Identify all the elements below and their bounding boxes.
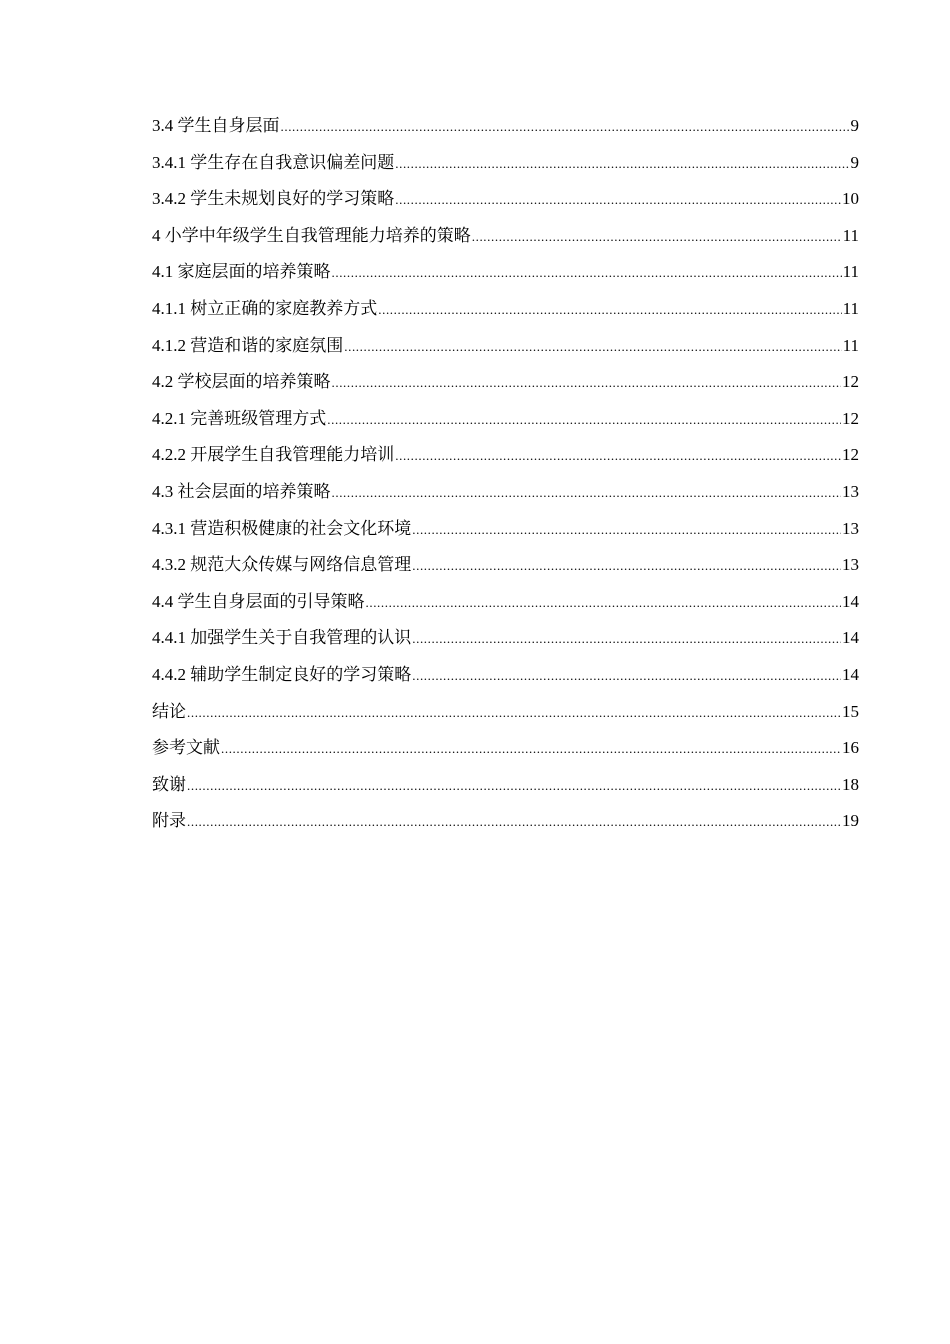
dot-leader (332, 481, 842, 504)
dot-leader (281, 115, 850, 138)
dot-leader (378, 298, 841, 321)
toc-entry[interactable] (152, 810, 859, 847)
toc-entry[interactable] (152, 518, 859, 555)
dot-leader (187, 774, 841, 797)
toc-entry-page: 10 (842, 189, 859, 209)
toc-entry-page: 12 (842, 372, 859, 392)
toc-entry-title: 4.2 学校层面的培养策略 (152, 372, 331, 392)
toc-entry[interactable] (152, 371, 859, 408)
toc-entry[interactable] (152, 335, 859, 372)
toc-entry[interactable] (152, 627, 859, 664)
toc-entry[interactable] (152, 481, 859, 518)
toc-entry-page: 12 (842, 445, 859, 465)
toc-entry-page: 9 (850, 116, 859, 135)
dot-leader (472, 225, 842, 248)
toc-entry-title: 3.4 学生自身层面 (152, 116, 280, 135)
toc-entry[interactable] (152, 261, 859, 298)
toc-entry-title: 3.4.2 学生未规划良好的学习策略 (152, 189, 395, 209)
toc-entry-title: 4.2.1 完善班级管理方式 (152, 408, 327, 428)
table-of-contents (152, 115, 859, 847)
toc-entry-title: 附录 (152, 811, 186, 831)
dot-leader (412, 664, 841, 687)
toc-entry[interactable] (152, 701, 859, 738)
dot-leader (412, 518, 841, 541)
toc-entry[interactable] (152, 591, 859, 628)
toc-entry[interactable] (152, 298, 859, 335)
toc-entry-page: 19 (842, 811, 859, 831)
toc-entry-title: 4 小学中年级学生自我管理能力培养的策略 (152, 225, 471, 245)
toc-entry[interactable] (152, 737, 859, 774)
dot-leader (187, 810, 841, 833)
toc-entry-page: 13 (842, 481, 859, 501)
toc-entry-title: 参考文献 (152, 738, 220, 758)
dot-leader (221, 737, 841, 760)
dot-leader (332, 371, 842, 394)
toc-entry-title: 4.2.2 开展学生自我管理能力培训 (152, 445, 395, 465)
toc-entry-page: 14 (842, 664, 859, 684)
toc-entry-title: 致谢 (152, 774, 186, 794)
toc-entry-title: 4.1 家庭层面的培养策略 (152, 262, 331, 282)
toc-entry-title: 4.3.2 规范大众传媒与网络信息管理 (152, 555, 412, 575)
dot-leader (327, 408, 841, 431)
toc-entry[interactable] (152, 774, 859, 811)
toc-entry-page: 13 (842, 518, 859, 538)
toc-entry-title: 4.4.2 辅助学生制定良好的学习策略 (152, 664, 412, 684)
toc-entry[interactable] (152, 115, 859, 152)
toc-entry-page: 18 (842, 774, 859, 794)
toc-entry-title: 4.4 学生自身层面的引导策略 (152, 591, 365, 611)
dot-leader (187, 701, 841, 724)
toc-entry[interactable] (152, 225, 859, 262)
toc-entry[interactable] (152, 152, 859, 189)
toc-entry-page: 14 (842, 591, 859, 611)
dot-leader (395, 188, 841, 211)
toc-entry-page: 12 (842, 408, 859, 428)
toc-entry[interactable] (152, 408, 859, 445)
toc-entry[interactable] (152, 444, 859, 481)
dot-leader (366, 591, 842, 614)
toc-entry-page: 16 (842, 738, 859, 758)
toc-entry[interactable] (152, 188, 859, 225)
toc-entry[interactable] (152, 554, 859, 591)
toc-entry-title: 3.4.1 学生存在自我意识偏差问题 (152, 152, 395, 172)
toc-entry-title: 4.1.2 营造和谐的家庭氛围 (152, 335, 344, 355)
dot-leader (344, 335, 841, 358)
toc-entry-page: 13 (842, 555, 859, 575)
toc-entry-title: 结论 (152, 701, 186, 721)
toc-entry-page: 11 (842, 335, 859, 355)
dot-leader (332, 261, 842, 284)
toc-entry-page: 11 (842, 225, 859, 245)
toc-entry-title: 4.1.1 树立正确的家庭教养方式 (152, 298, 378, 318)
toc-entry-title: 4.3 社会层面的培养策略 (152, 481, 331, 501)
dot-leader (412, 554, 841, 577)
toc-entry-title: 4.4.1 加强学生关于自我管理的认识 (152, 628, 412, 648)
toc-entry[interactable] (152, 664, 859, 701)
toc-entry-page: 11 (842, 298, 859, 318)
toc-entry-page: 15 (842, 701, 859, 721)
toc-entry-page: 9 (850, 152, 859, 172)
dot-leader (395, 152, 849, 175)
toc-entry-title: 4.3.1 营造积极健康的社会文化环境 (152, 518, 412, 538)
toc-entry-page: 11 (842, 262, 859, 282)
dot-leader (412, 627, 841, 650)
dot-leader (395, 444, 841, 467)
toc-entry-page: 14 (842, 628, 859, 648)
